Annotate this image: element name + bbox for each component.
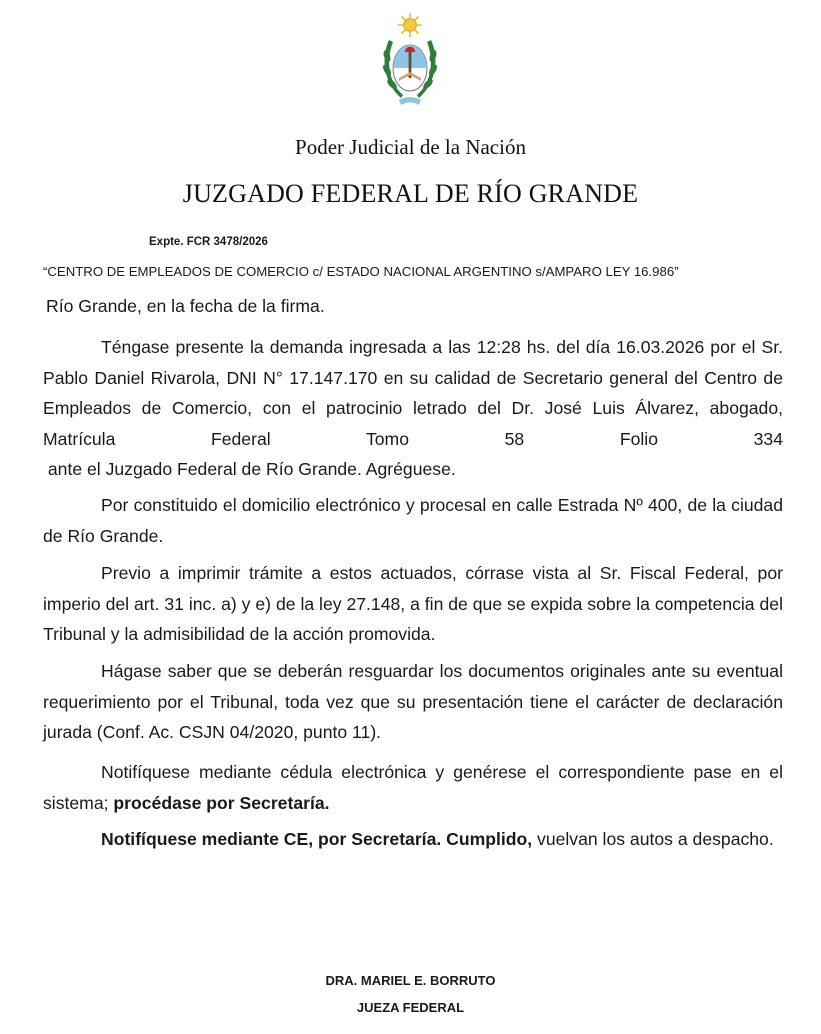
notification-bold: procédase por Secretaría.	[113, 792, 330, 813]
paragraph-domicile: Por constituido el domicilio electrónico y procesal en calle Estrada Nº 400, de la ciudad de Río Grande.	[43, 495, 783, 546]
date-line: Río Grande, en la fecha de la firma.	[46, 296, 325, 316]
notification-text: Notifíquese mediante cédula electrónica y genérese el correspondiente pase en el sistema;	[43, 762, 783, 813]
paragraph-filing-tail: ante el Juzgado Federal de Río Grande. Agréguese.	[43, 459, 456, 479]
paragraph-original-documents: Hágase saber que se deberán resguardar los documentos originales ante su eventual requerimiento por el Tribunal, toda vez que su presentación tiene el carácter de declaración jurada (Conf. Ac. CSJN 04/2020, punto 11).	[43, 661, 783, 742]
final-order-bold: Notifíquese mediante CE, por Secretaría. Cumplido,	[101, 829, 533, 849]
paragraph-fiscal-view: Previo a imprimir trámite a estos actuados, córrase vista al Sr. Fiscal Federal, por imperio del art. 31 inc. a) y e) de la ley 27.148, a fin de que se expida sobre la competencia del Tribunal y la admisibilidad de la acción promovida.	[43, 563, 783, 644]
signatory-name: DRA. MARIEL E. BORRUTO	[325, 973, 496, 988]
paragraph-filing-main: Téngase presente la demanda ingresada a las 12:28 hs. del día 16.03.2026 por el Sr. Pablo Daniel Rivarola, DNI N° 17.147.170 en su calidad de Secretario general del Centro de Empleados de Comercio, con el patrocinio letrado del Dr. José Luis Álvarez, abogado, Matrícula Federal Tomo 58 Folio 334	[43, 337, 783, 449]
institution-name: Poder Judicial de la Nación	[295, 135, 526, 159]
court-name: JUZGADO FEDERAL DE RÍO GRANDE	[182, 179, 639, 208]
sun-icon	[398, 13, 422, 37]
shield-icon	[393, 45, 427, 91]
case-caption: “CENTRO DE EMPLEADOS DE COMERCIO c/ ESTADO NACIONAL ARGENTINO s/AMPARO LEY 16.986”	[43, 264, 679, 279]
case-number: Expte. FCR 3478/2026	[149, 236, 268, 248]
argentina-coat-of-arms-seal	[379, 12, 441, 108]
final-order-text: vuelvan los autos a despacho.	[532, 829, 774, 849]
paragraph-final-order	[43, 824, 783, 855]
paragraph-filing	[43, 332, 783, 485]
paragraph-notification	[43, 757, 783, 818]
signatory-title: JUEZA FEDERAL	[356, 1000, 465, 1015]
ribbon-icon	[399, 97, 421, 105]
